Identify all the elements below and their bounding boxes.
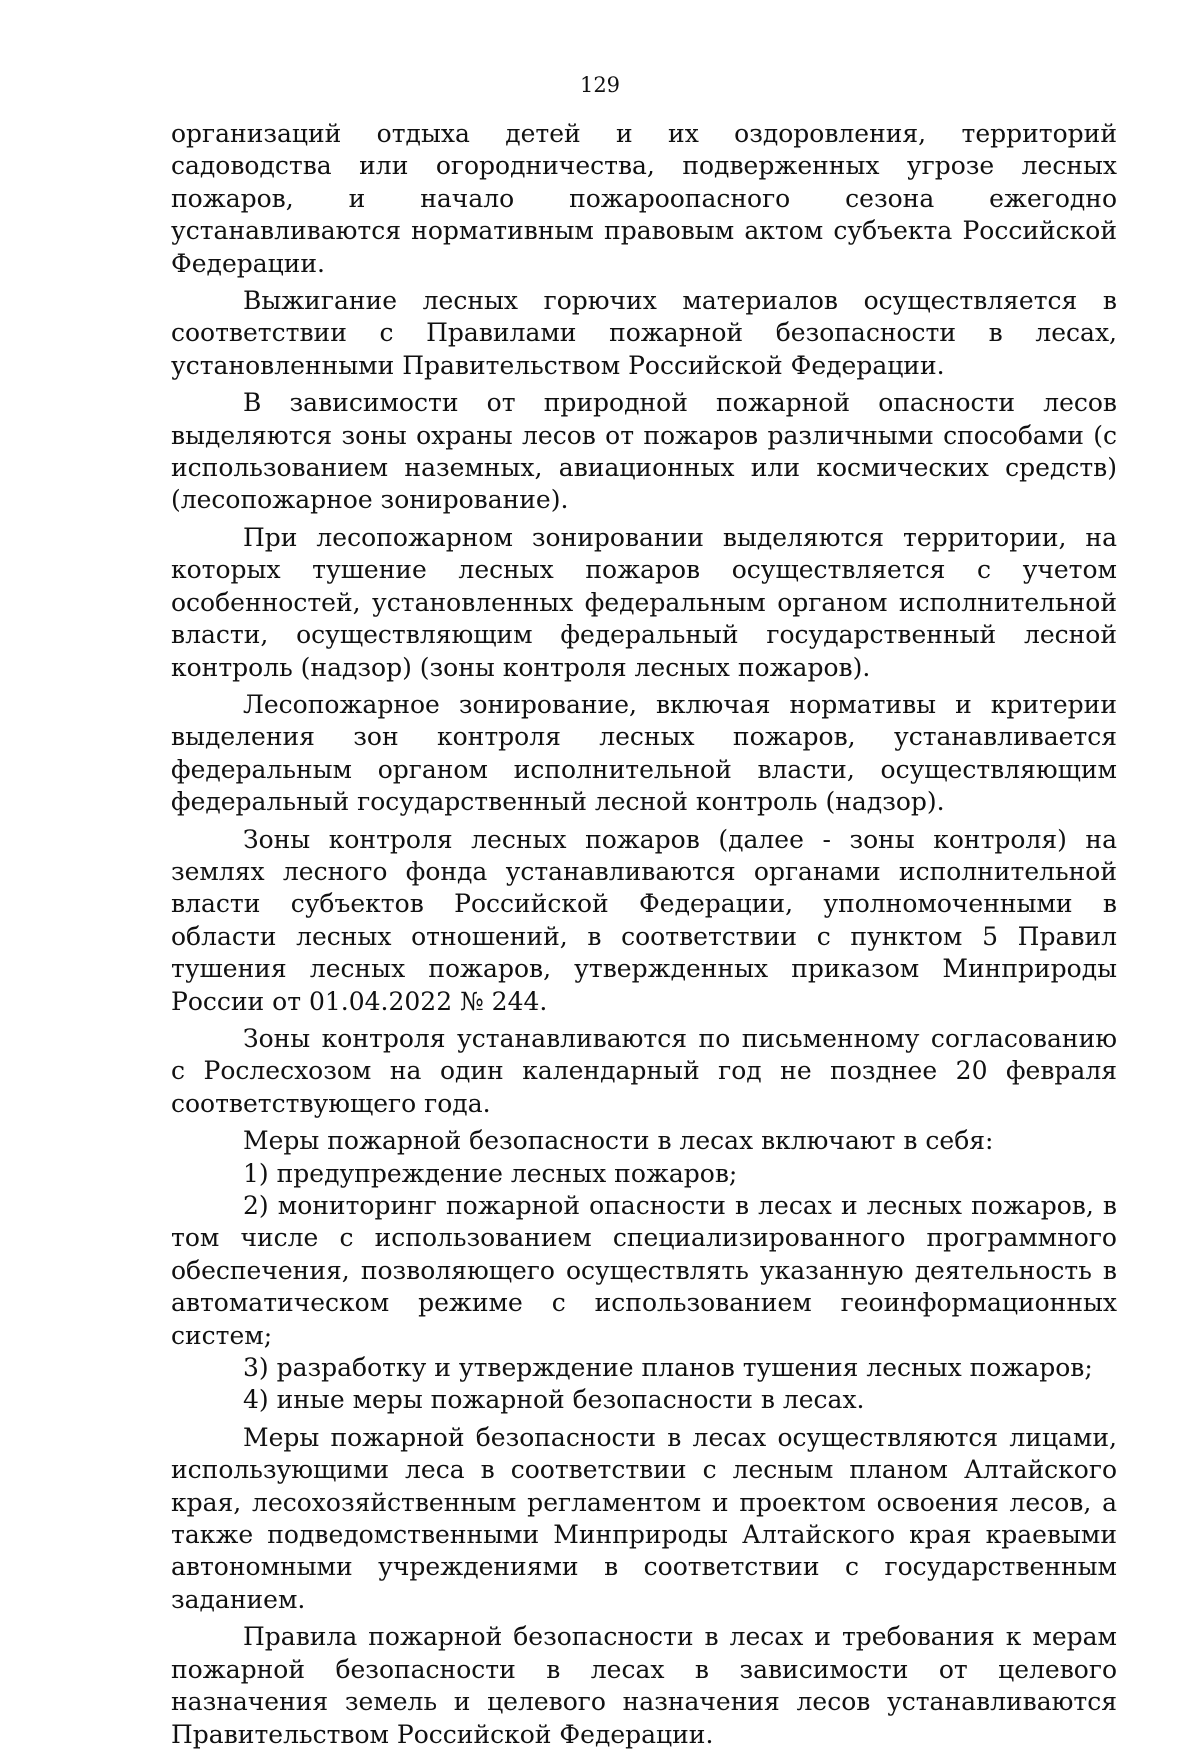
list-item: 4) иные меры пожарной безопасности в лесах. — [243, 1385, 865, 1415]
list-item: 3) разработку и утверждение планов тушения лесных пожаров; — [243, 1353, 1093, 1383]
list-item: 1) предупреждение лесных пожаров; — [243, 1158, 738, 1188]
paragraph: Выжигание лесных горючих материалов осуществляется в соответствии с Правилами пожарной безопасности в лесах, установленными Правительством Российской Федерации. — [171, 286, 1117, 380]
page-number: 129 — [579, 73, 621, 97]
paragraph: При лесопожарном зонировании выделяются территории, на которых тушение лесных пожаров осуществляется с учетом особенностей, установленных федеральным органом исполнительной власти, осуществляющим федеральный государственный лесной контроль (надзор) (зоны контроля лесных пожаров). — [171, 522, 1117, 682]
list-item: 2) мониторинг пожарной опасности в лесах и лесных пожаров, в том числе с использованием специализированного программного обеспечения, позволяющего осуществлять указанную деятельность в автоматическом режиме с использованием геоинформационных систем; — [171, 1191, 1117, 1350]
list-intro: Меры пожарной безопасности в лесах включают в себя: — [243, 1126, 994, 1156]
paragraph: Лесопожарное зонирование, включая нормативы и критерии выделения зон контроля лесных пожаров, устанавливается федеральным органом исполнительной власти, осуществляющим федеральный государственный лесной контроль (надзор). — [171, 689, 1117, 817]
paragraph: Зоны контроля устанавливаются по письменному согласованию с Рослесхозом на один календарный год не позднее 20 февраля соответствующего года. — [171, 1023, 1117, 1118]
document-body — [171, 118, 1117, 1751]
paragraph: Меры пожарной безопасности в лесах осуществляются лицами, использующими леса в соответствии с лесным планом Алтайского края, лесохозяйственным регламентом и проектом освоения лесов, а также подведомственными Минприроды Алтайского края краевыми автономными учреждениями в соответствии с государственным заданием. — [171, 1422, 1117, 1614]
paragraph: Правила пожарной безопасности в лесах и требования к мерам пожарной безопасности в лесах в зависимости от целевого назначения земель и целевого назначения лесов устанавливаются Правительством Российской Федерации. — [171, 1622, 1117, 1749]
paragraph: Зоны контроля лесных пожаров (далее - зоны контроля) на землях лесного фонда устанавливаются органами исполнительной власти субъектов Российской Федерации, уполномоченными в области лесных отношений, в соответствии с пунктом 5 Правил тушения лесных пожаров, утвержденных приказом Минприроды России от 01.04.2022 № 244. — [171, 824, 1117, 1016]
paragraph: организаций отдыха детей и их оздоровления, территорий садоводства или огородничества, подверженных угрозе лесных пожаров, и начало пожароопасного сезона ежегодно устанавливаются нормативным правовым актом субъекта Российской Федерации. — [171, 119, 1117, 278]
paragraph: В зависимости от природной пожарной опасности лесов выделяются зоны охраны лесов от пожаров различными способами (с использованием наземных, авиационных или космических средств) (лесопожарное зонирование). — [171, 388, 1117, 515]
